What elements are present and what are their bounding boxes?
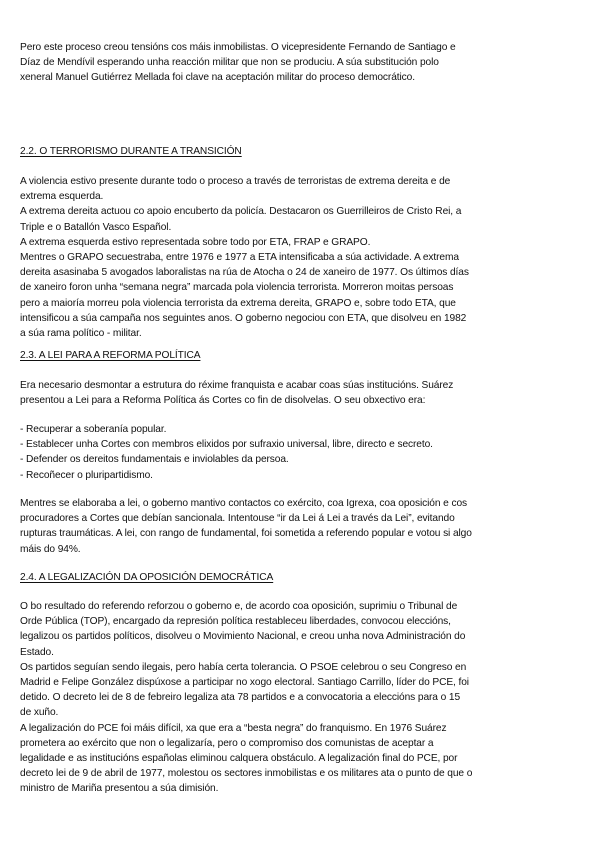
list-item: - Establecer unha Cortes con membros elixidos por sufraxio universal, libre, directo e secreto. xyxy=(20,439,433,451)
text-line: O bo resultado do referendo reforzou o goberno e, de acordo coa oposición, suprimiu o Tribunal de xyxy=(20,601,458,612)
text-line: A violencia estivo presente durante todo o proceso a través de terroristas de extrema dereita e de xyxy=(20,176,451,187)
text-line: Mentres se elaboraba a lei, o goberno mantivo contactos co exército, coa Igrexa, coa oposición e cos xyxy=(20,498,468,509)
text-line: Triple e o Batallón Vasco Español. xyxy=(20,221,172,233)
text-line: dereita asasinaba 5 avogados laboralistas na rúa de Atocha o 24 de xaneiro de 1977. Os últimos días xyxy=(20,267,469,279)
text-line: Madrid e Felipe González dispúxose a participar no xogo electoral. Santiago Carrillo, líder do PCE, foi xyxy=(20,677,469,689)
text-line: presentou a Lei para a Reforma Política ás Cortes co fin de disolvelas. O seu obxectivo era: xyxy=(20,395,426,407)
text-line: Estado. xyxy=(20,646,54,658)
text-line: A extrema esquerda estivo representada sobre todo por ETA, FRAP e GRAPO. xyxy=(20,236,371,248)
text-line: ministro de Mariña presentou a súa dimisión. xyxy=(20,783,219,795)
intro-line: xeneral Manuel Gutiérrez Mellada foi clave na aceptación militar do proceso democrático. xyxy=(20,72,415,84)
text-line: pero a maioría morreu pola violencia terrorista da extrema dereita, GRAPO e, sobre todo ETA, que xyxy=(20,297,456,309)
intro-paragraph xyxy=(20,40,580,86)
section-2-3-intro xyxy=(20,378,580,408)
list-item: - Defender os dereitos fundamentais e inviolables da persoa. xyxy=(20,454,289,466)
intro-line: Pero este proceso creou tensións cos máis inmobilistas. O vicepresidente Fernando de Santiago e xyxy=(20,42,456,53)
text-line: legalidade e as institucións españolas eliminou calquera obstáculo. A legalización final do PCE, por xyxy=(20,753,458,765)
section-2-3-heading: 2.3. A LEI PARA A REFORMA POLÍTICA xyxy=(20,350,201,361)
section-2-4-body xyxy=(20,599,580,797)
list-item: - Recoñecer o pluripartidismo. xyxy=(20,469,153,481)
section-2-3-closing xyxy=(20,496,580,557)
section-2-4-heading: 2.4. A LEGALIZACIÓN DA OPOSICIÓN DEMOCRÁTICA xyxy=(20,572,274,583)
section-2-2-heading: 2.2. O TERRORISMO DURANTE A TRANSICIÓN xyxy=(20,146,242,157)
text-line: detido. O decreto lei de 8 de febreiro legaliza ata 78 partidos e a convocatoria a eleccións para o 15 xyxy=(20,692,461,704)
text-line: legalizou os partidos políticos, disolveu o Movimiento Nacional, e creou unha nova Administración do xyxy=(20,631,466,643)
text-line: rupturas traumáticas. A lei, con rango de fundamental, foi sometida a referendo popular e votou si algo xyxy=(20,528,472,540)
text-line: extrema esquerda. xyxy=(20,191,104,203)
text-line: Orde Pública (TOP), encargado da represión política restableceu liberdades, convocou eleccións, xyxy=(20,616,451,628)
text-line: prometera ao exército que non o legalizaría, pero o compromiso dos comunistas de aceptar a xyxy=(20,737,434,749)
text-line: a súa rama político - militar. xyxy=(20,328,142,340)
text-line: A legalización do PCE foi máis difícil, xa que era a “besta negra” do franquismo. En 1976 Suárez xyxy=(20,722,447,734)
intro-line: Díaz de Mendívil esperando unha reacción militar que non se produciu. A súa substitución polo xyxy=(20,57,439,69)
text-line: intensificou a súa campaña nos seguintes anos. O goberno negociou con ETA, que disolveu en 1982 xyxy=(20,312,467,324)
section-2-3-list xyxy=(20,422,580,483)
text-line: Era necesario desmontar a estrutura do réxime franquista e acabar coas súas institucións. Suárez xyxy=(20,380,454,391)
text-line: procuradores a Cortes que debían sancionala. Intentouse “ir da Lei á Lei a través da Lei”, evitando xyxy=(20,513,455,525)
text-line: Os partidos seguían sendo ilegais, pero había certa tolerancia. O PSOE celebrou o seu Congreso en xyxy=(20,661,467,673)
text-line: Mentres o GRAPO secuestraba, entre 1976 e 1977 a ETA intensificaba a súa actividade. A extrema xyxy=(20,252,459,264)
text-line: A extrema dereita actuou co apoio encuberto da policía. Destacaron os Guerrilleiros de Cristo Rei, a xyxy=(20,206,462,218)
text-line: de xaneiro foron unha “semana negra” marcada pola violencia terrorista. Morreron moitas persoas xyxy=(20,282,454,294)
text-line: decreto lei de 9 de abril de 1977, molestou os sectores inmobilistas e os militares ata o punto de que o xyxy=(20,768,473,780)
text-line: de xuño. xyxy=(20,707,59,719)
section-2-2-body xyxy=(20,174,580,341)
list-item: - Recuperar a soberanía popular. xyxy=(20,424,167,435)
text-line: máis do 94%. xyxy=(20,543,81,555)
